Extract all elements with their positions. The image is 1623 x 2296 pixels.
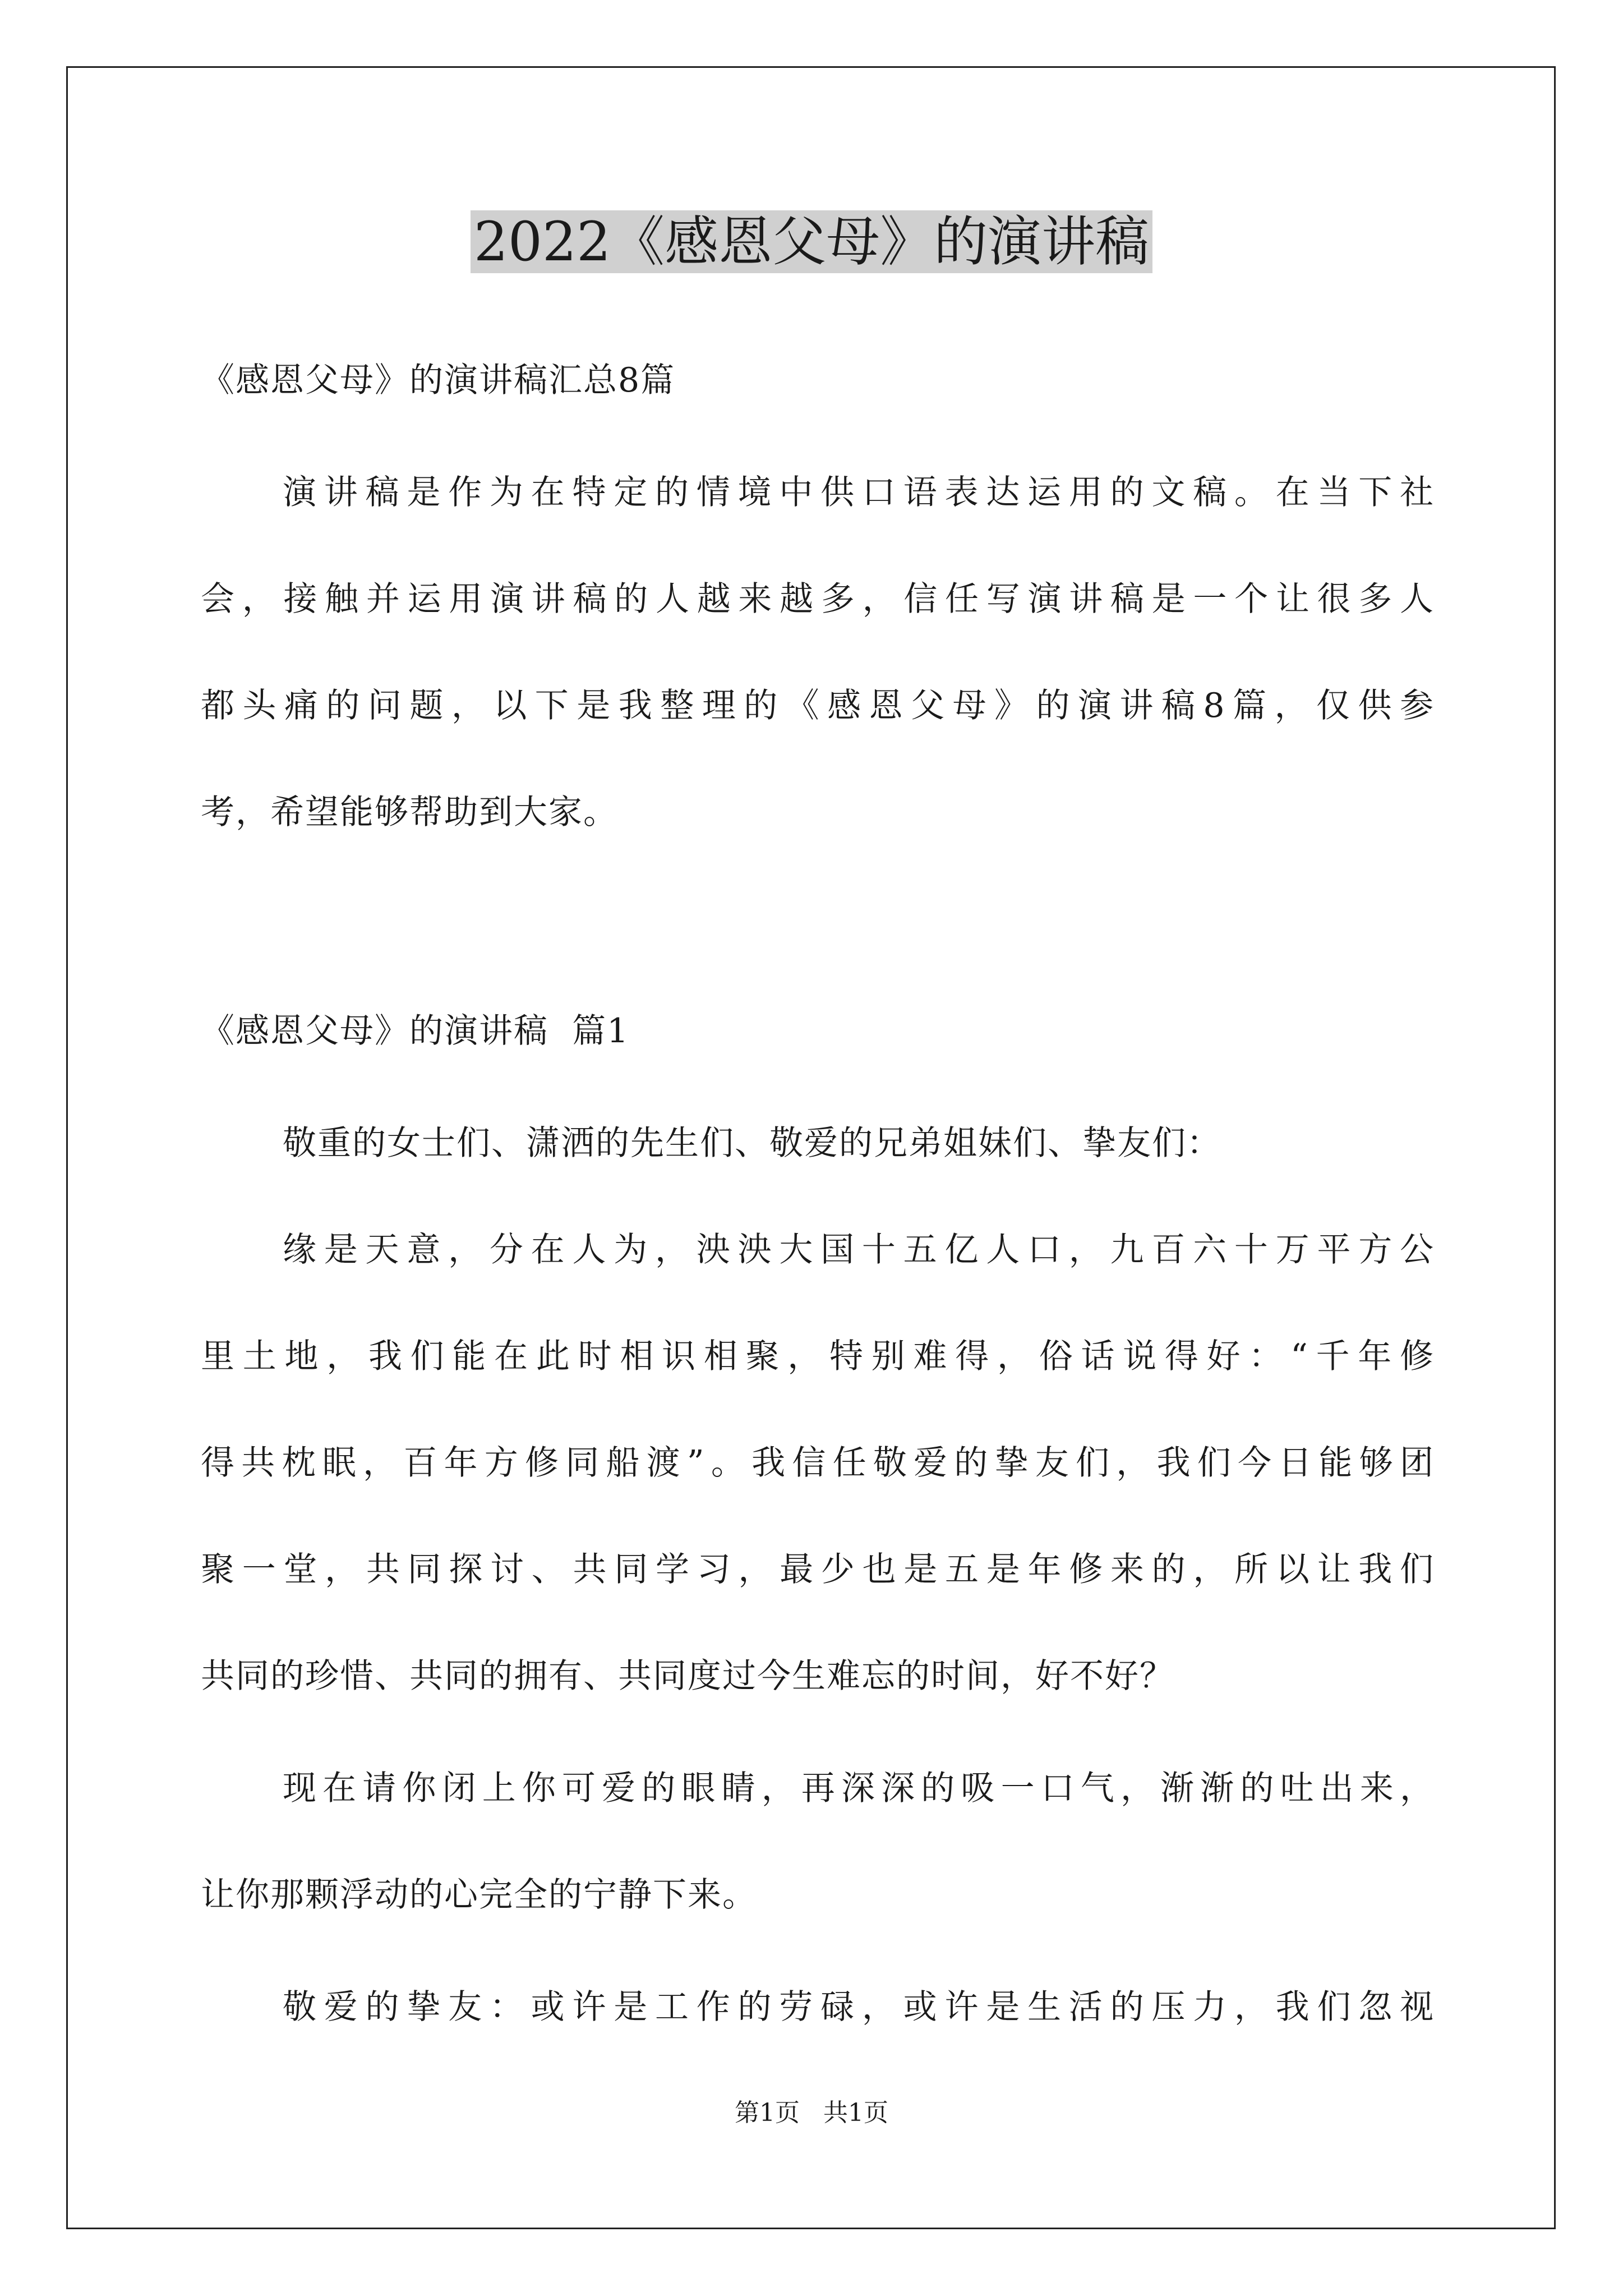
document-title-text: 2022《感恩父母》的演讲稿 (471, 210, 1152, 273)
intro-line-3: 都头痛的问题，以下是我整理的《感恩父母》的演讲稿8篇，仅供参 (201, 686, 1435, 725)
document-title (0, 200, 1623, 284)
intro-line-1: 演讲稿是作为在特定的情境中供口语表达运用的文稿。在当下社 (283, 473, 1435, 512)
intro-line-2: 会，接触并运用演讲稿的人越来越多，信任写演讲稿是一个让很多人 (201, 579, 1435, 619)
page-footer: 第1页 共1页 (735, 2099, 888, 2127)
intro-line-4: 考，希望能够帮助到大家。 (201, 793, 618, 832)
body-line-4: 得共枕眠，百年方修同船渡”。我信任敬爱的挚友们，我们今日能够团 (201, 1443, 1435, 1483)
body-line-2: 缘是天意，分在人为，泱泱大国十五亿人口，九百六十万平方公 (283, 1230, 1435, 1269)
body-line-9: 敬爱的挚友：或许是工作的劳碌，或许是生活的压力，我们忽视 (283, 1987, 1435, 2027)
section-heading: 《感恩父母》的演讲稿 篇1 (201, 1011, 630, 1051)
body-line-6: 共同的珍惜、共同的拥有、共同度过今生难忘的时间，好不好？ (201, 1657, 1174, 1696)
body-line-7: 现在请你闭上你可爱的眼睛，再深深的吸一口气，渐渐的吐出来， (283, 1769, 1435, 1808)
body-line-5: 聚一堂，共同探讨、共同学习，最少也是五是年修来的，所以让我们 (201, 1550, 1435, 1589)
subtitle: 《感恩父母》的演讲稿汇总8篇 (201, 361, 676, 400)
body-line-1: 敬重的女士们、潇洒的先生们、敬爱的兄弟姐妹们、挚友们： (283, 1124, 1221, 1163)
body-line-3: 里土地，我们能在此时相识相聚，特别难得，俗话说得好：“千年修 (201, 1337, 1435, 1376)
body-line-8: 让你那颗浮动的心完全的宁静下来。 (201, 1875, 757, 1915)
